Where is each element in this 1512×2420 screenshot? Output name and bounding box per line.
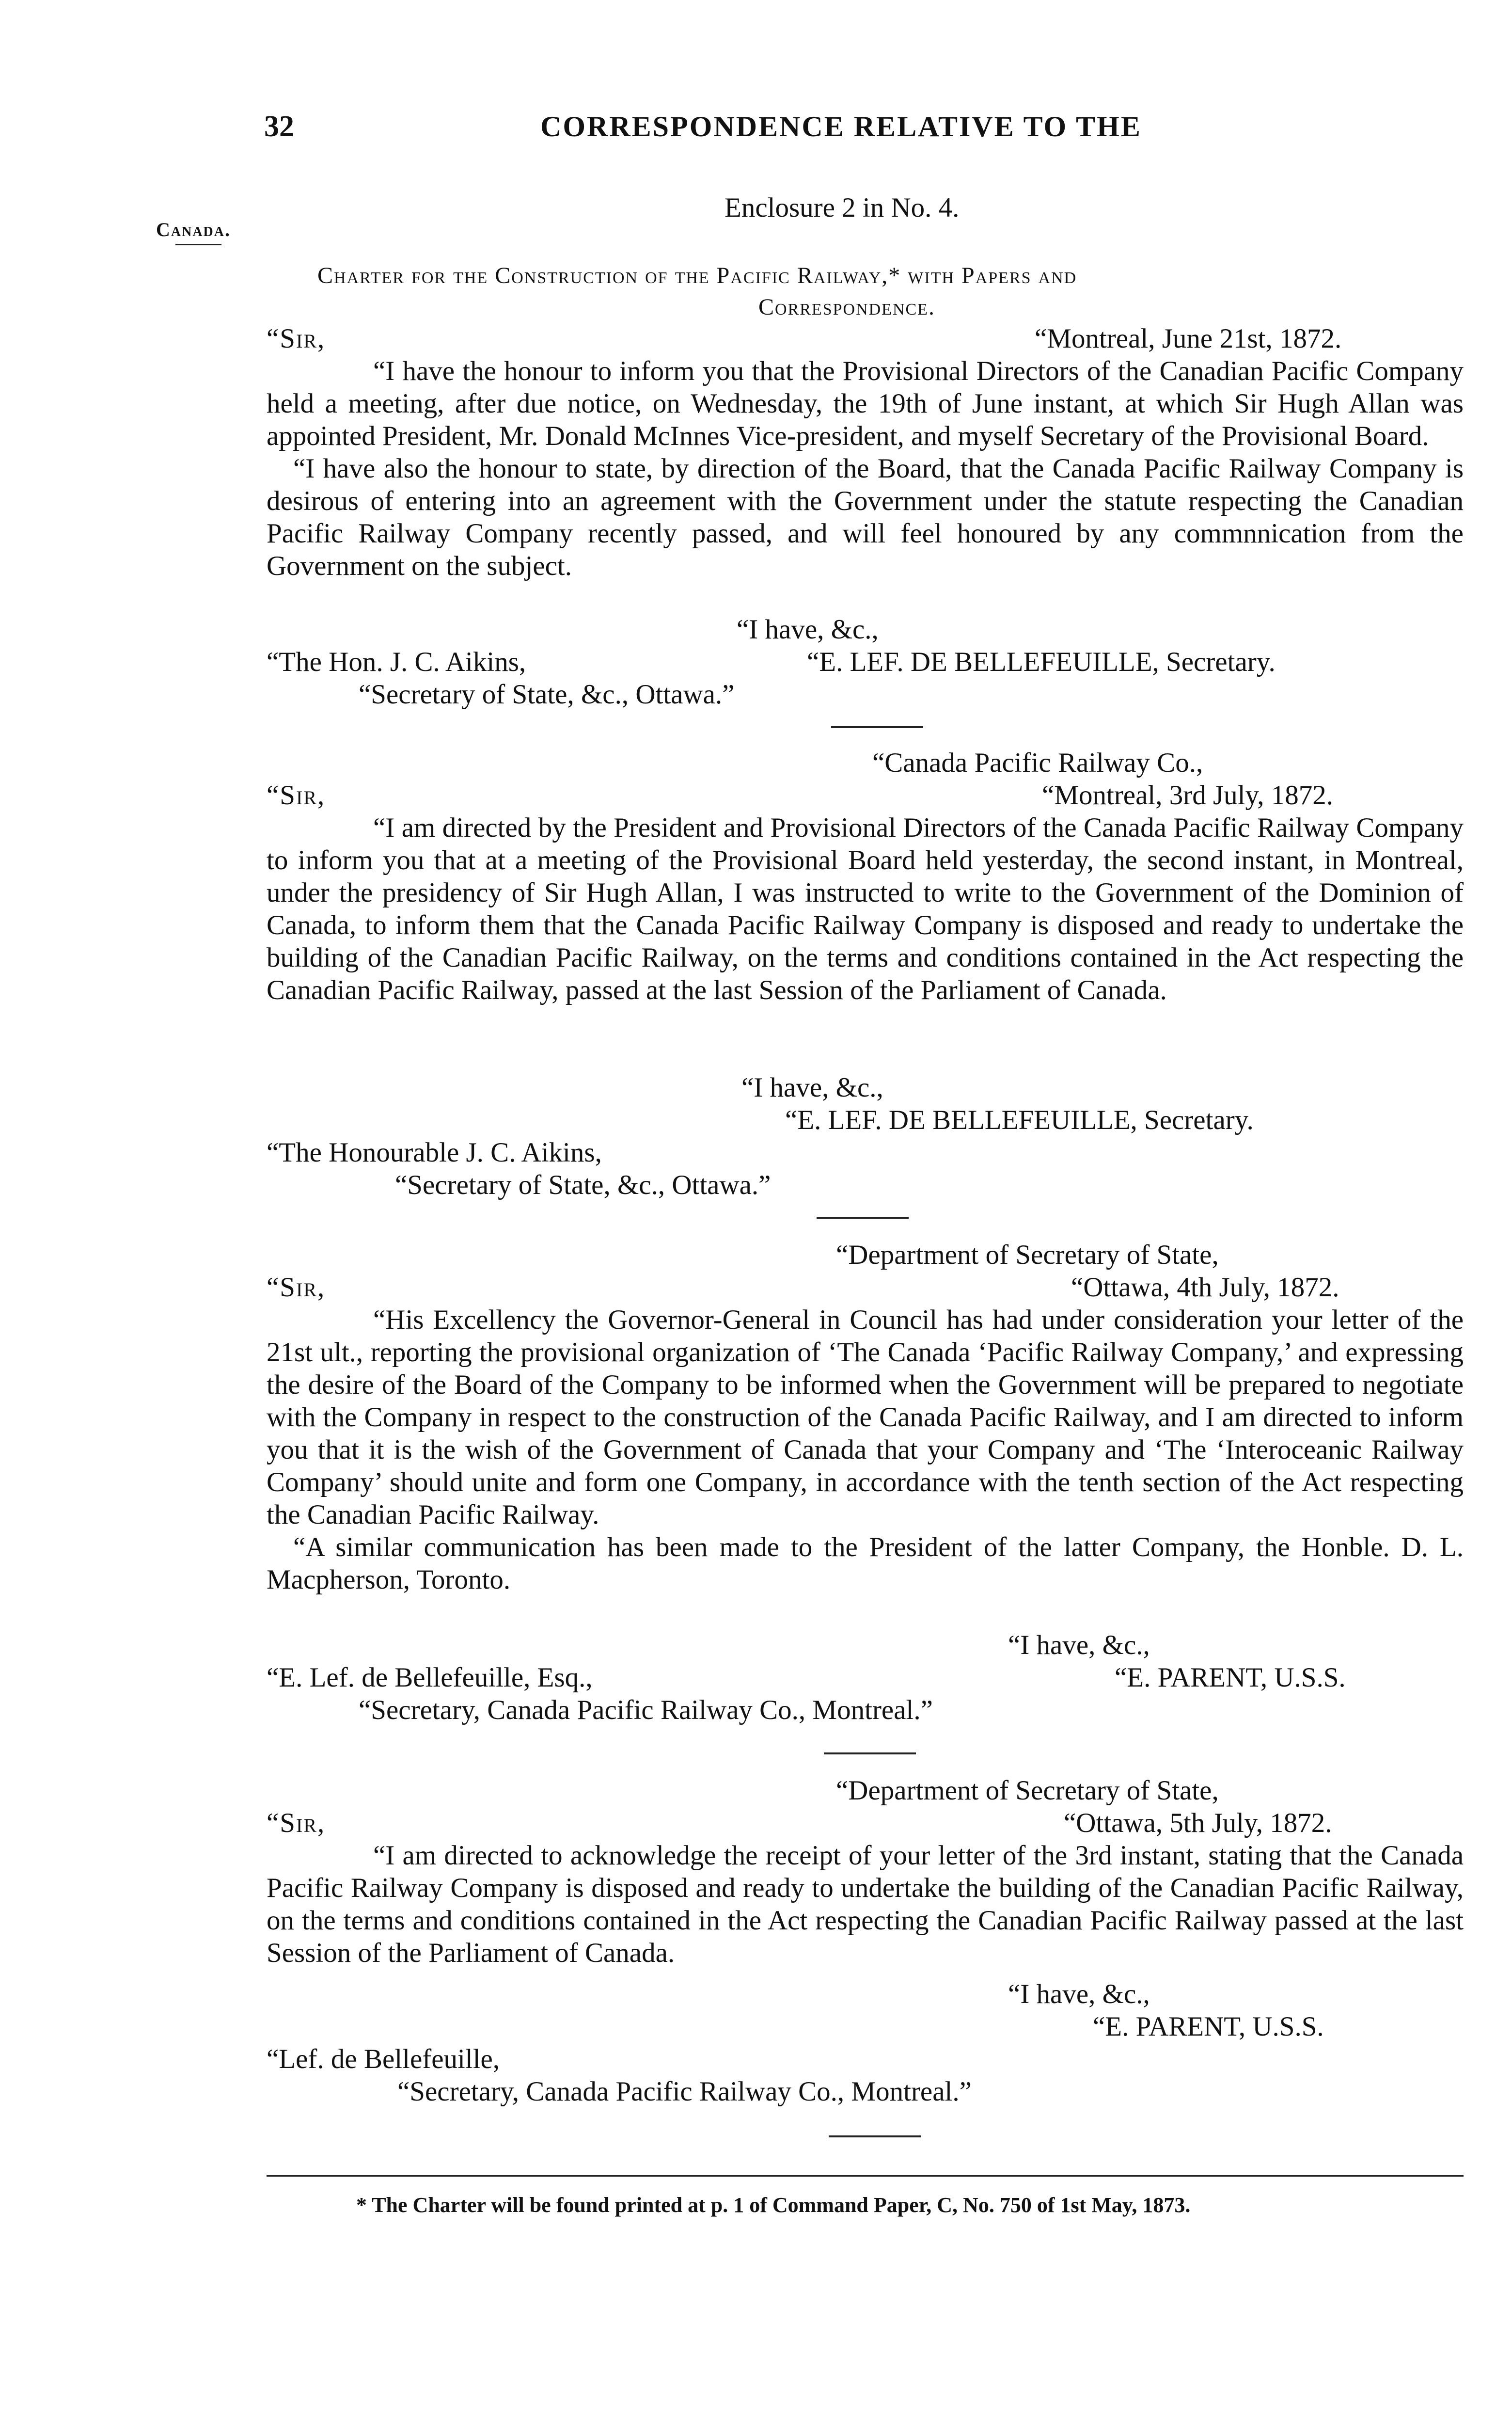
separator-rule [824, 1752, 916, 1754]
letter3-body [267, 1304, 1464, 1596]
letter2-salutation: “Sir, [267, 780, 326, 811]
letter4-addressee: “Lef. de Bellefeuille, [267, 2044, 500, 2074]
letter3-closing: “I have, &c., [1008, 1630, 1150, 1660]
letter2-paragraph: “I am directed by the President and Provisional Directors of the Canada Pacific Railway Company to inform you that at a meeting of the Provisional Board held yesterday, the second instant, in Montreal, under the presidency of Sir Hugh Allan, I was instructed to write to the Government of the Dominion of Canada, to inform them that the Canada Pacific Railway Company is disposed and ready to undertake the building of the Canadian Pacific Railway, on the terms and conditions contained in the Act respecting the Canadian Pacific Railway, passed at the last Session of the Parliament of Canada. [267, 812, 1464, 1005]
letter2-closing: “I have, &c., [741, 1072, 883, 1103]
separator-rule [817, 1217, 909, 1219]
letter4-place-date: “Ottawa, 5th July, 1872. [1064, 1808, 1332, 1838]
letter4-body [267, 1839, 1464, 1969]
letter1-signature: “E. LEF. DE BELLEFEUILLE, Secretary. [807, 647, 1276, 677]
letter4-sender: “Department of Secretary of State, [836, 1775, 1219, 1806]
letter2-place-date: “Montreal, 3rd July, 1872. [1042, 780, 1334, 811]
letter1-paragraph: “I have also the honour to state, by direction of the Board, that the Canada Pacific Railway Company is desirous of entering into an agreement with the Government under the statute respecting the Canadian Pacific Railway Company recently passed, and will feel honoured by any commnnication from the Government on the subject. [267, 453, 1464, 581]
letter4-addressee-title: “Secretary, Canada Pacific Railway Co., Montreal.” [397, 2076, 972, 2107]
letter1-paragraph: “I have the honour to inform you that the Provisional Directors of the Canadian Pacific Company held a meeting, after due notice, on Wednesday, the 19th of June instant, at which Sir Hugh Allan was appointed President, Mr. Donald McInnes Vice-president, and myself Secretary of the Provisional Board. [267, 356, 1464, 451]
letter2-addressee: “The Honourable J. C. Aikins, [267, 1137, 602, 1168]
letter3-addressee-title: “Secretary, Canada Pacific Railway Co., Montreal.” [359, 1695, 933, 1725]
side-note: Canada. [156, 219, 231, 240]
letter3-paragraph: “A similar communication has been made to the President of the latter Company, the Honble. D. L. Macpherson, Toronto. [267, 1532, 1464, 1595]
letter4-paragraph: “I am directed to acknowledge the receipt of your letter of the 3rd instant, stating that the Canada Pacific Railway Company is disposed and ready to undertake the building of the Canadian Pacific Railway, on the terms and conditions contained in the Act respecting the Canadian Pacific Railway passed at the last Session of the Parliament of Canada. [267, 1840, 1464, 1968]
footnote: * The Charter will be found printed at p. 1 of Command Paper, C, No. 750 of 1st May, 1873. [356, 2193, 1191, 2217]
letter1-addressee: “The Hon. J. C. Aikins, [267, 647, 526, 677]
letter3-signature: “E. PARENT, U.S.S. [1115, 1662, 1346, 1693]
enclosure-label: Enclosure 2 in No. 4. [724, 192, 960, 223]
letter3-addressee: “E. Lef. de Bellefeuille, Esq., [267, 1662, 593, 1693]
letter2-signature: “E. LEF. DE BELLEFEUILLE, Secretary. [785, 1105, 1254, 1135]
letter4-signature: “E. PARENT, U.S.S. [1093, 2011, 1324, 2042]
letter1-addressee-title: “Secretary of State, &c., Ottawa.” [359, 679, 735, 710]
letter3-paragraph: “His Excellency the Governor-General in Council has had under consideration your letter of the 21st ult., reporting the provisional organization of ‘The Canada ‘Pacific Railway Company,’ and expressing the desire of the Board of the Company to be informed when the Government will be prepared to negotiate with the Company in respect to the construction of the Canada Pacific Railway, and I am directed to inform you that it is the wish of the Government of Canada that your Company and ‘The ‘Interoceanic Railway Company’ should unite and form one Company, in accordance with the tenth section of the Act respecting the Canadian Pacific Railway. [267, 1305, 1464, 1530]
letter3-salutation: “Sir, [267, 1272, 326, 1303]
footnote-rule [267, 2175, 1464, 2177]
letter1-salutation: “Sir, [267, 323, 326, 354]
letter2-body [267, 812, 1464, 1006]
letter2-sender: “Canada Pacific Railway Co., [872, 748, 1203, 778]
letter4-salutation: “Sir, [267, 1808, 326, 1838]
letter3-place-date: “Ottawa, 4th July, 1872. [1071, 1272, 1339, 1303]
separator-rule [831, 726, 923, 728]
enclosure-title-line2: Correspondence. [758, 294, 935, 320]
side-note-rule [175, 244, 221, 245]
letter4-closing: “I have, &c., [1008, 1979, 1150, 2009]
page-number: 32 [264, 110, 294, 143]
separator-rule [829, 2135, 921, 2137]
letter2-addressee-title: “Secretary of State, &c., Ottawa.” [395, 1170, 771, 1200]
running-head: CORRESPONDENCE RELATIVE TO THE [540, 111, 1142, 143]
letter1-place-date: “Montreal, June 21st, 1872. [1035, 323, 1342, 354]
letter3-sender: “Department of Secretary of State, [836, 1240, 1219, 1270]
letter1-body [267, 355, 1464, 582]
enclosure-title-line1: Charter for the Construction of the Pacific Railway,* with Papers and [317, 263, 1077, 288]
letter1-closing: “I have, &c., [737, 614, 879, 645]
